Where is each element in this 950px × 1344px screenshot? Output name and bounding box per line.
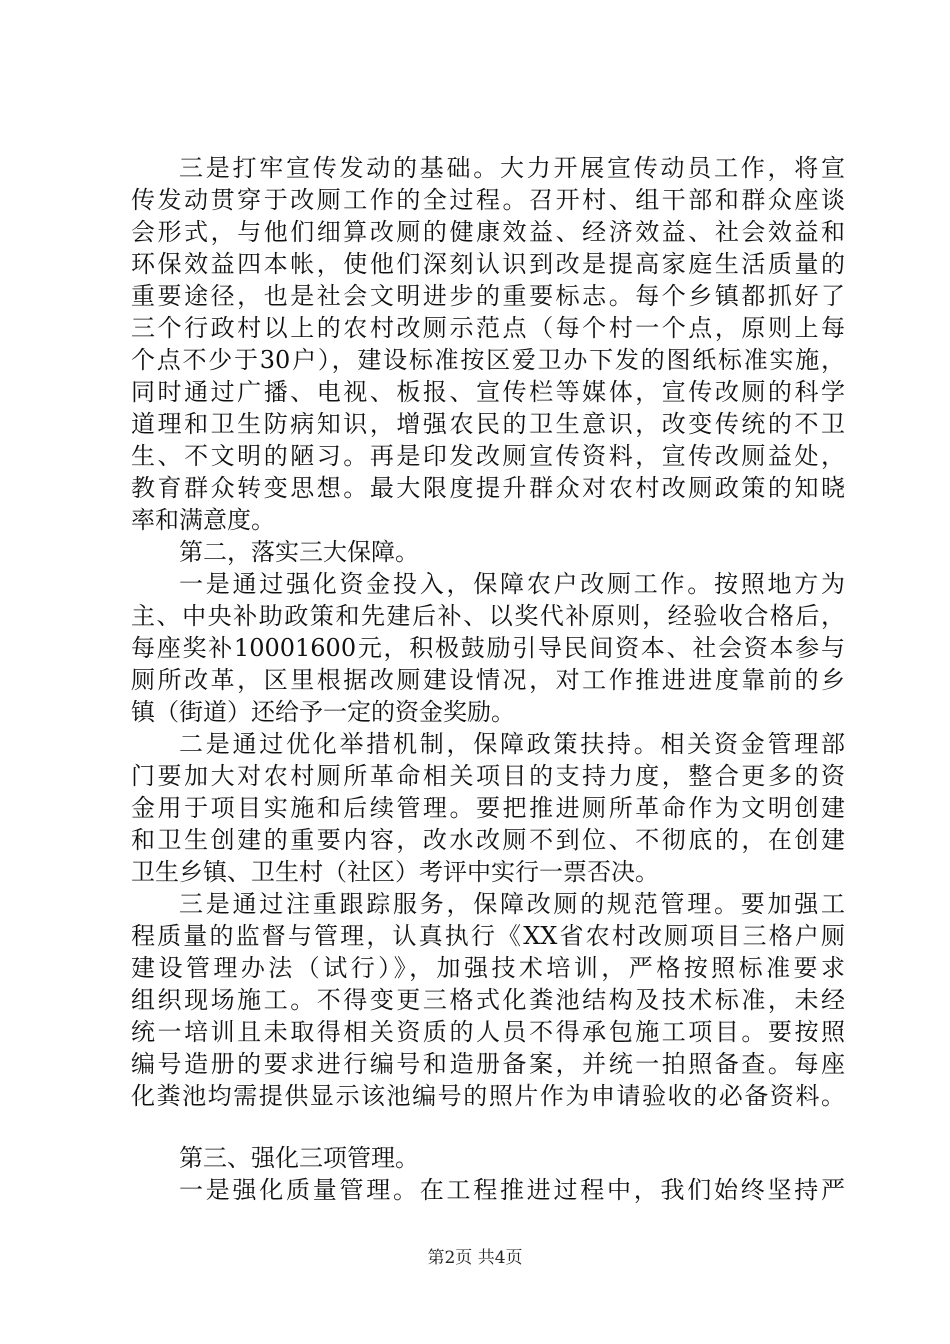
- section-heading: 第三、强化三项管理。: [179, 1144, 419, 1172]
- text-line: 化粪池均需提供显示该池编号的照片作为申请验收的必备资料。: [131, 1082, 845, 1110]
- text-line: 生、不文明的陋习。再是印发改厕宣传资料，宣传改厕益处，: [131, 442, 845, 470]
- section-heading-third: [131, 1142, 845, 1174]
- text-line: 传发动贯穿于改厕工作的全过程。召开村、组干部和群众座谈: [131, 186, 845, 214]
- text-line: 道理和卫生防病知识，增强农民的卫生意识，改变传统的不卫: [131, 410, 845, 438]
- text-line: 编号造册的要求进行编号和造册备案，并统一拍照备查。每座: [131, 1050, 845, 1078]
- text-line: 建设管理办法（试行）》，加强技术培训，严格按照标准要求: [131, 954, 845, 982]
- text-line: 环保效益四本帐，使他们深刻认识到改是提高家庭生活质量的: [131, 250, 845, 278]
- text-line: 主、中央补助政策和先建后补、以奖代补原则，经验收合格后，: [131, 602, 845, 630]
- text-line: 三是打牢宣传发动的基础。大力开展宣传动员工作，将宣: [179, 154, 845, 182]
- paragraph-funding: [131, 568, 845, 728]
- text-line: 率和满意度。: [131, 506, 275, 534]
- paragraph-publicity: [131, 152, 845, 536]
- page-footer: 第2页 共4页: [427, 1248, 523, 1268]
- text-line: 组织现场施工。不得变更三格式化粪池结构及技术标准，未经: [131, 986, 845, 1014]
- paragraph-service: [131, 888, 845, 1112]
- paragraph-policy: [131, 728, 845, 888]
- text-line: 程质量的监督与管理，认真执行《XX省农村改厕项目三格户厕: [131, 922, 845, 950]
- text-line: 二是通过优化举措机制，保障政策扶持。相关资金管理部: [179, 730, 845, 758]
- text-line: 统一培训且未取得相关资质的人员不得承包施工项目。要按照: [131, 1018, 845, 1046]
- text-line: 会形式，与他们细算改厕的健康效益、经济效益、社会效益和: [131, 218, 845, 246]
- text-line: 三个行政村以上的农村改厕示范点（每个村一个点，原则上每: [131, 314, 845, 342]
- document-body: [131, 152, 845, 1206]
- text-line: 教育群众转变思想。最大限度提升群众对农村改厕政策的知晓: [131, 474, 845, 502]
- paragraph-quality: [131, 1174, 845, 1206]
- text-line: 镇（街道）还给予一定的资金奖励。: [131, 698, 515, 726]
- text-line: 三是通过注重跟踪服务，保障改厕的规范管理。要加强工: [179, 890, 845, 918]
- text-line: 和卫生创建的重要内容，改水改厕不到位、不彻底的，在创建: [131, 826, 845, 854]
- text-line: 卫生乡镇、卫生村（社区）考评中实行一票否决。: [131, 858, 659, 886]
- text-line: 厕所改革，区里根据改厕建设情况，对工作推进进度靠前的乡: [131, 666, 845, 694]
- text-line: 一是通过强化资金投入，保障农户改厕工作。按照地方为: [179, 570, 845, 598]
- text-line: 一是强化质量管理。在工程推进过程中，我们始终坚持严: [179, 1176, 845, 1204]
- text-line: 金用于项目实施和后续管理。要把推进厕所革命作为文明创建: [131, 794, 845, 822]
- section-heading: 第二，落实三大保障。: [179, 538, 419, 566]
- section-heading-second: [131, 536, 845, 568]
- paragraph-spacer: [131, 1112, 845, 1142]
- text-line: 个点不少于30户），建设标准按区爱卫办下发的图纸标准实施，: [131, 346, 845, 374]
- text-line: 同时通过广播、电视、板报、宣传栏等媒体，宣传改厕的科学: [131, 378, 845, 406]
- text-line: 门要加大对农村厕所革命相关项目的支持力度，整合更多的资: [131, 762, 845, 790]
- text-line: 重要途径，也是社会文明进步的重要标志。每个乡镇都抓好了: [131, 282, 845, 310]
- text-line: 每座奖补10001600元，积极鼓励引导民间资本、社会资本参与: [131, 634, 845, 662]
